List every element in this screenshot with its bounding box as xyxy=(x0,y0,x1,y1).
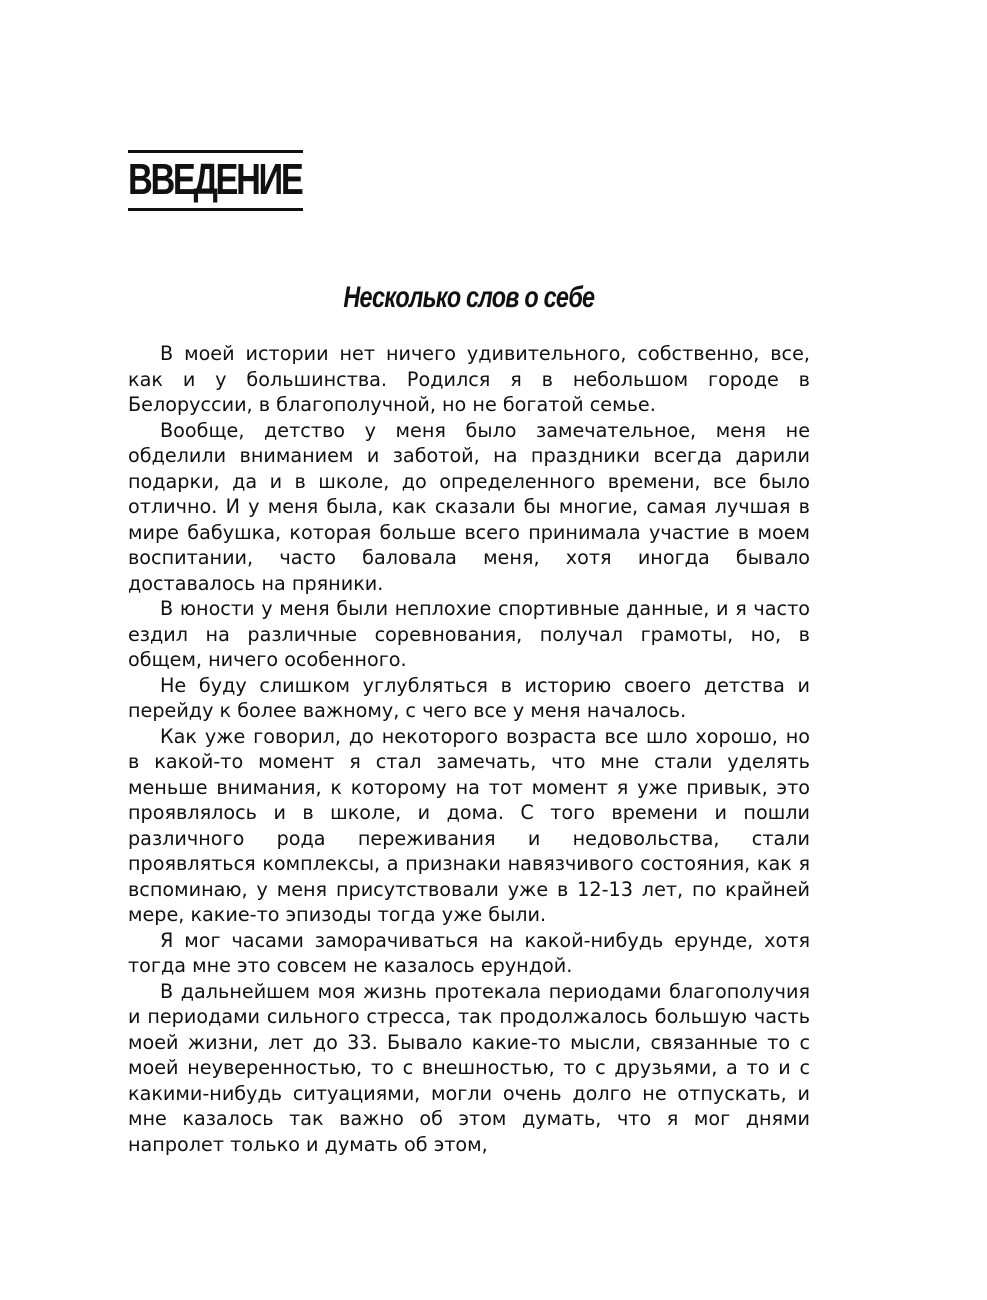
chapter-bottom-rule xyxy=(128,208,303,211)
chapter-top-rule xyxy=(128,150,303,153)
chapter-title: ВВЕДЕНИЕ xyxy=(128,155,302,204)
paragraph: В моей истории нет ничего удивительного, собственно, все, как и у большинства. Родился я в небольшом городе в Белоруссии, в благополучной, но не богатой семье. xyxy=(128,342,810,416)
paragraph: Вообще, детство у меня было замечательное, меня не обделили вниманием и заботой, на праздники всегда дарили подарки, да и в школе, до определенного времени, все было отлично. И у меня была, как сказали бы многие, самая лучшая в мире бабушка, которая больше всего принимала участие в моем воспитании, часто баловала меня, хотя иногда бывало доставалось на пряники. xyxy=(128,418,810,595)
paragraph: Не буду слишком углубляться в историю своего детства и перейду к более важному, с чего все у меня началось. xyxy=(128,673,810,722)
paragraph: В дальнейшем моя жизнь протекала периодами благополучия и периодами сильного стресса, так продолжалось большую часть моей жизни, лет до 33. Бывало какие-то мысли, связанные то с моей неуверенностью, то с внешностью, то с друзьями, а то и с какими-нибудь ситуациями, могли очень долго не отпускать, и мне казалось так важно об этом думать, что я мог днями напролет только и думать об этом, xyxy=(128,979,810,1156)
paragraph: Я мог часами заморачиваться на какой-нибудь ерунде, хотя тогда мне это совсем не казалось ерундой. xyxy=(128,928,810,977)
section-title: Несколько слов о себе xyxy=(343,281,595,314)
paragraph: Как уже говорил, до некоторого возраста все шло хорошо, но в какой-то момент я стал замечать, что мне стали уделять меньше внимания, к которому на тот момент я уже привык, это проявлялось и в школе, и дома. С того времени и пошли различного рода переживания и недовольства, стали проявляться комплексы, а признаки навязчивого состояния, как я вспоминаю, у меня присутствовали уже в 12-13 лет, по крайней мере, какие-то эпизоды тогда уже были. xyxy=(128,724,810,926)
paragraph: В юности у меня были неплохие спортивные данные, и я часто ездил на различные соревнования, получал грамоты, но, в общем, ничего особенного. xyxy=(128,597,810,671)
body-text xyxy=(128,341,810,1157)
section-heading xyxy=(128,280,810,316)
chapter-heading xyxy=(128,150,350,211)
